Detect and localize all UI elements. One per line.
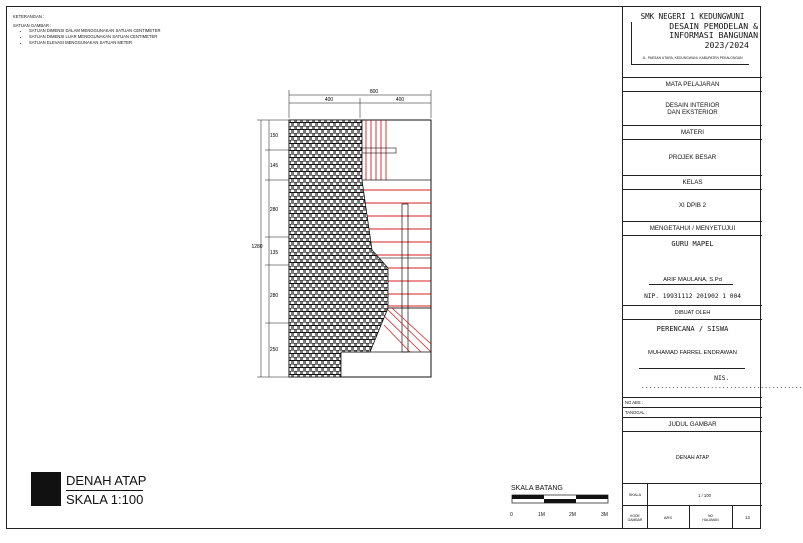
rafters-top <box>366 120 386 180</box>
materi-label: MATERI <box>623 126 762 140</box>
dim-left-seg: 280 <box>269 293 279 299</box>
guru-label: GURU MAPEL <box>671 240 714 248</box>
perencana-label: PERENCANA / SISWA <box>656 325 729 333</box>
notes-title: KETERANGAN : <box>13 14 45 19</box>
school-name: SMK NEGERI 1 KEDUNGWUNI <box>640 12 745 21</box>
kelas-label: KELAS <box>623 176 762 190</box>
notes-item: • SATUAN DIMENSI LUAR MENGGUNAKAN SATUAN CENTIMETER <box>29 34 183 39</box>
guru-nip: NIP. 19931112 201902 1 004 <box>623 288 762 306</box>
mengetahui-label: MENGETAHUI / MENYETUJUI <box>623 222 762 236</box>
dim-top-left: 400 <box>324 97 334 103</box>
hal-value: 13 <box>745 515 750 520</box>
notes-item: • SATUAN DIMENSI DALAM MENGGUNAKAN SATUAN CENTIMETER <box>29 28 183 33</box>
kode-value: ARS <box>647 506 690 529</box>
skala-row <box>623 484 762 506</box>
siswa-name: MUHAMAD FARREL ENDRAWAN <box>648 350 737 356</box>
no-abs: NO ABS : <box>623 398 762 408</box>
scale-tick: 3M <box>601 512 608 518</box>
dim-top-right: 400 <box>395 97 405 103</box>
mapel-label: MATA PELAJARAN <box>623 78 762 92</box>
skala-value: 1 / 100 <box>698 492 711 498</box>
dim-left-seg: 135 <box>269 250 279 256</box>
scale-bar <box>508 494 612 518</box>
title-black-square <box>31 472 61 506</box>
school-address: JL. PAESAN UTARA, KEDUNGWUNI, KABUPATEN PEKALONGAN <box>642 56 743 60</box>
dim-top-total: 800 <box>369 89 379 95</box>
school-cell <box>623 6 762 78</box>
dim-left-seg: 150 <box>269 133 279 139</box>
mapel-value: DESAIN INTERIOR DAN EKSTERIOR <box>623 92 762 126</box>
materi-value: PROJEK BESAR <box>623 140 762 176</box>
nis-label: NIS. .......................................... <box>641 374 803 390</box>
title-block <box>622 6 803 529</box>
program-name: DESAIN PEMODELAN & INFORMASI BANGUNAN <box>669 21 758 40</box>
dim-left-seg: 280 <box>269 207 279 213</box>
kelas-value: XI DPIB 2 <box>623 190 762 222</box>
top-dimension-lines <box>289 90 431 118</box>
hal-label: NO HALAMAN <box>689 506 733 529</box>
dim-left-total: 1280 <box>251 244 263 250</box>
dim-left-seg: 250 <box>269 347 279 353</box>
kode-label: KODE GAMBAR <box>623 506 648 529</box>
guru-name: ARIF MAULANA, S.Pd <box>663 277 722 283</box>
judul-label: JUDUL GAMBAR <box>623 418 762 432</box>
scale-tick: 0 <box>510 512 513 518</box>
dim-left-seg: 145 <box>269 163 279 169</box>
kode-row <box>623 506 762 529</box>
roof-tile-area <box>289 120 388 377</box>
notes-item: • SATUAN ELEVASI MENGGUNAKAN SATUAN METER <box>29 40 183 45</box>
siswa-cell <box>623 320 803 398</box>
drawing-title: DENAH ATAP <box>66 473 147 488</box>
guru-cell <box>623 236 762 288</box>
dibuat-label: DIBUAT OLEH <box>623 306 762 320</box>
school-year: 2023/2024 <box>704 40 749 50</box>
skala-label: SKALA <box>623 484 648 506</box>
scale-tick: 1M <box>538 512 545 518</box>
scale-tick: 2M <box>569 512 576 518</box>
tanggal: TANGGAL : <box>623 408 762 418</box>
notes-subtitle: SATUAN GAMBAR : <box>13 23 52 28</box>
scale-bar-label: SKALA BATANG <box>511 485 563 492</box>
drawing-scale: SKALA 1:100 <box>66 492 144 507</box>
judul-value: DENAH ATAP <box>623 432 762 484</box>
